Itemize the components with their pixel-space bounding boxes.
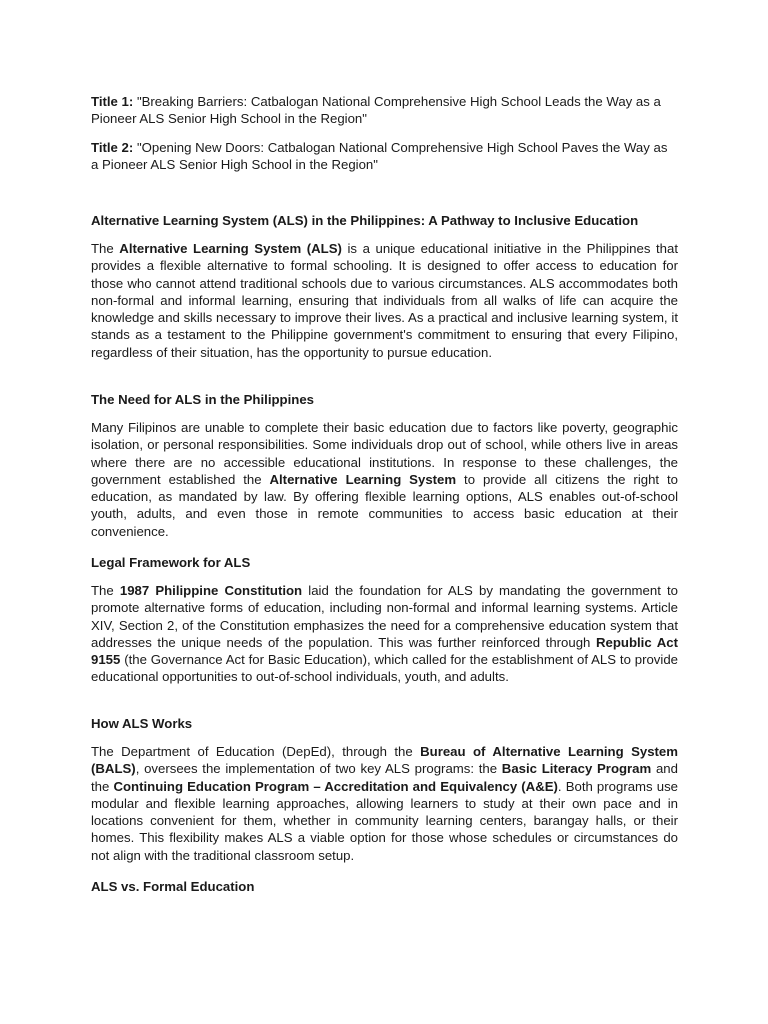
how-text-4: . Both programs use modular and flexible learning approaches, allowing learners to study at their own pace and in locations convenient for them, whether in community learning centers, barangay halls, or their homes. This flexibility makes ALS a viable option for those whose schedules or circumstances do not align with the traditional classroom setup. [91,778,679,863]
title-2-text: "Opening New Doors: Catbalogan National Comprehensive High School Paves the Way as a Pioneer ALS Senior High School in the Region" [91,140,668,173]
how-text-2: , oversees the implementation of two key ALS programs: the [135,761,502,777]
how-heading: How ALS Works [91,716,193,731]
main-heading: Alternative Learning System (ALS) in the Philippines: A Pathway to Inclusive Education [91,213,639,228]
title-1-label: Title 1: [91,94,134,109]
title-2 [91,139,678,174]
legal-paragraph [91,582,678,686]
title-1 [91,93,678,128]
legal-bold-ra9155: Republic Act 9155 [91,634,678,668]
need-paragraph [91,419,678,540]
need-bold-als: Alternative Learning System [269,471,457,487]
legal-text-2: laid the foundation for ALS by mandating the government to promote alternative forms of education, including non-formal and informal learning systems. Article XIV, Section 2, of the Constitution emphasizes the need for a comprehensive education system that addresses the unique needs of the population. This was further reinforced through [91,583,679,650]
title-2-label: Title 2: [91,140,134,155]
legal-text-1: The [91,583,120,598]
how-bold-bals: Bureau of Alternative Learning System (BALS) [91,744,678,777]
need-heading: The Need for ALS in the Philippines [91,392,314,407]
vs-heading: ALS vs. Formal Education [91,879,255,894]
how-bold-literacy: Basic Literacy Program [501,761,652,777]
need-text-1: Many Filipinos are unable to complete their basic education due to factors like poverty, geographic isolation, or personal responsibilities. Some individuals drop out of school, while others live in areas where there are no accessible educational institutions. In response to these challenges, the government established the [91,420,678,487]
legal-text-3: (the Governance Act for Basic Education), which called for the establishment of ALS to provide educational opportunities to out-of-school individuals, youth, and adults. [91,652,678,685]
intro-text-1: The [91,241,120,256]
how-text-3: and the [91,761,678,794]
how-bold-ae: Continuing Education Program – Accreditation and Equivalency (A&E) [113,778,558,794]
legal-heading: Legal Framework for ALS [91,555,251,570]
title-1-text: "Breaking Barriers: Catbalogan National Comprehensive High School Leads the Way as a Pioneer ALS Senior High School in the Region" [91,94,661,127]
how-paragraph [91,743,678,864]
how-text-1: The Department of Education (DepEd), through the [91,744,421,759]
legal-bold-constitution: 1987 Philippine Constitution [119,583,303,598]
intro-text-2: is a unique educational initiative in the Philippines that provides a flexible alternative to formal schooling. It is designed to offer access to education for those who cannot attend traditional schools due to various circumstances. ALS accommodates both non-formal and informal learning, ensuring that individuals from all walks of life can acquire the knowledge and skills necessary to improve their lives. As a practical and inclusive learning system, it stands as a testament to the Philippine government's commitment to ensuring that every Filipino, regardless of their situation, has the opportunity to pursue education. [91,241,678,360]
intro-paragraph [91,240,678,361]
intro-bold-als: Alternative Learning System (ALS) [119,241,342,256]
need-text-2: to provide all citizens the right to education, as mandated by law. By offering flexible learning options, ALS enables out-of-school youth, adults, and even those in remote communities to access basic education at their convenience. [91,471,678,539]
